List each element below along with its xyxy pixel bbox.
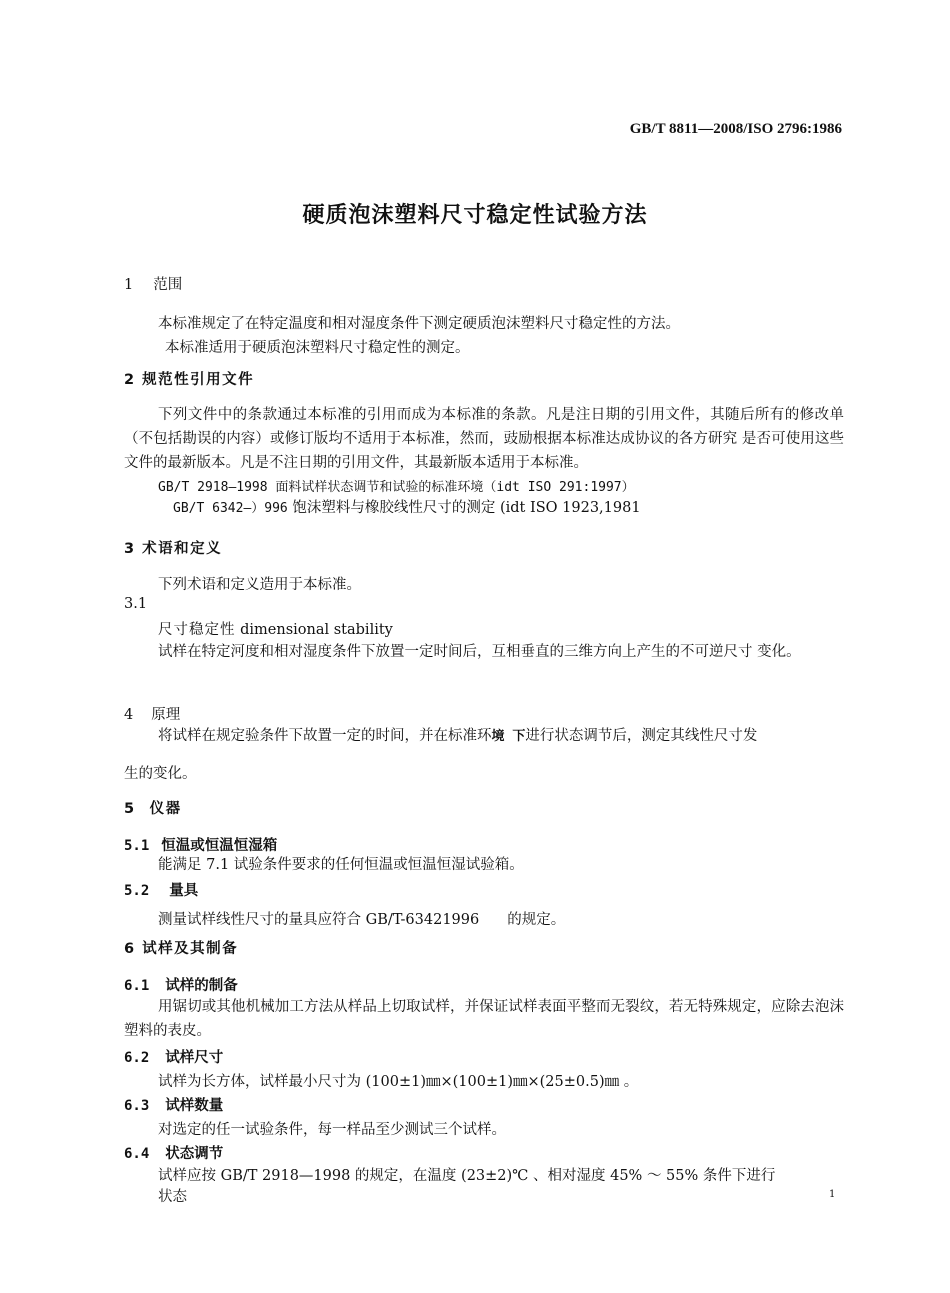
clause-5-2-heading: 5.2 量具 bbox=[124, 883, 199, 899]
term-dimensional-stability: 尺寸稳定性 dimensional stability bbox=[158, 622, 393, 638]
section-6-heading: 6 试样及其制备 bbox=[124, 941, 239, 957]
clause-6-1-heading: 6.1 试样的制备 bbox=[124, 978, 238, 994]
section-1-heading: 1 范围 bbox=[124, 277, 183, 293]
section-3-heading: 3 术语和定义 bbox=[124, 541, 223, 557]
section-4-line-1: 将试样在规定验条件下故置一定的时间，并在标准环境 下进行状态调节后，测定其线性尺寸发 bbox=[158, 728, 758, 744]
clause-6-3-heading: 6.3 试样数量 bbox=[124, 1098, 224, 1114]
clause-5-1-text: 能满足 7.1 试验条件要求的任何恒温或恒温恒湿试验箱。 bbox=[158, 857, 524, 873]
standard-number: GB/T 8811—2008/ISO 2796:1986 bbox=[629, 121, 842, 137]
section-4-line-2: 生的变化。 bbox=[124, 766, 197, 782]
reference-2: GB/T 6342—）996 饱沫塑料与橡胶线性尺寸的测定 (idt ISO 1923,1981 bbox=[173, 500, 641, 516]
clause-6-1-text: 用锯切或其他机械加工方法从样品上切取试样，并保证试样表面平整而无裂纹，若无特殊规定，应除去泡沫塑料的表皮。 bbox=[124, 999, 844, 1039]
clause-6-3-text: 对选定的任一试验条件，每一样品至少测试三个试样。 bbox=[158, 1122, 506, 1138]
section-1-paragraph-1: 本标准规定了在特定温度和相对湿度条件下测定硬质泡沫塑料尺寸稳定性的方法。 bbox=[158, 316, 680, 332]
page-number: 1 bbox=[829, 1189, 836, 1200]
section-4-heading: 4 原理 bbox=[124, 707, 181, 723]
clause-6-4-line-2: 状态 bbox=[158, 1189, 187, 1205]
clause-6-4-heading: 6.4 状态调节 bbox=[124, 1146, 224, 1162]
section-1-paragraph-2: 本标准适用于硬质泡沫塑料尺寸稳定性的测定。 bbox=[165, 340, 470, 356]
reference-1: GB/T 2918—1998 面料试样状态调节和试验的标准环境（idt ISO 291:1997） bbox=[158, 480, 635, 495]
document-title: 硬质泡沫塑料尺寸稳定性试验方法 bbox=[302, 203, 648, 228]
clause-5-1-heading: 5.1 恒温或恒温恒湿箱 bbox=[124, 838, 278, 854]
clause-6-2-text: 试样为长方体，试样最小尺寸为 (100±1)㎜×(100±1)㎜×(25±0.5)㎜ 。 bbox=[158, 1074, 639, 1090]
section-2-heading: 2 规范性引用文件 bbox=[124, 372, 255, 388]
section-3-intro: 下列术语和定义造用于本标准。 bbox=[158, 577, 361, 593]
clause-3-1-number: 3.1 bbox=[124, 596, 148, 612]
term-definition: 试样在特定河度和相对湿度条件下放置一定时间后，互相垂直的三维方向上产生的不可逆尺寸 变化。 bbox=[158, 644, 801, 660]
clause-6-2-heading: 6.2 试样尺寸 bbox=[124, 1050, 224, 1066]
clause-6-4-line-1: 试样应按 GB/T 2918—1998 的规定，在温度 (23±2)℃ 、相对湿度 45% ～ 55% 条件下进行 bbox=[158, 1168, 776, 1184]
section-5-heading: 5 仪器 bbox=[124, 801, 182, 817]
section-2-paragraph: 下列文件中的条款通过本标准的引用而成为本标准的条款。凡是注日期的引用文件，其随后所有的修改单（不包括勘误的内容）或修订版均不适用于本标准，然而，豉励根据本标准达成协议的各方研究 是否可使用这些文件的最新版本。凡是不注日期的引用文件，其最新版本适用于本标准。 bbox=[124, 407, 844, 471]
clause-5-2-text: 测量试样线性尺寸的量具应符合 GB/T-63421996 的规定。 bbox=[158, 912, 566, 928]
